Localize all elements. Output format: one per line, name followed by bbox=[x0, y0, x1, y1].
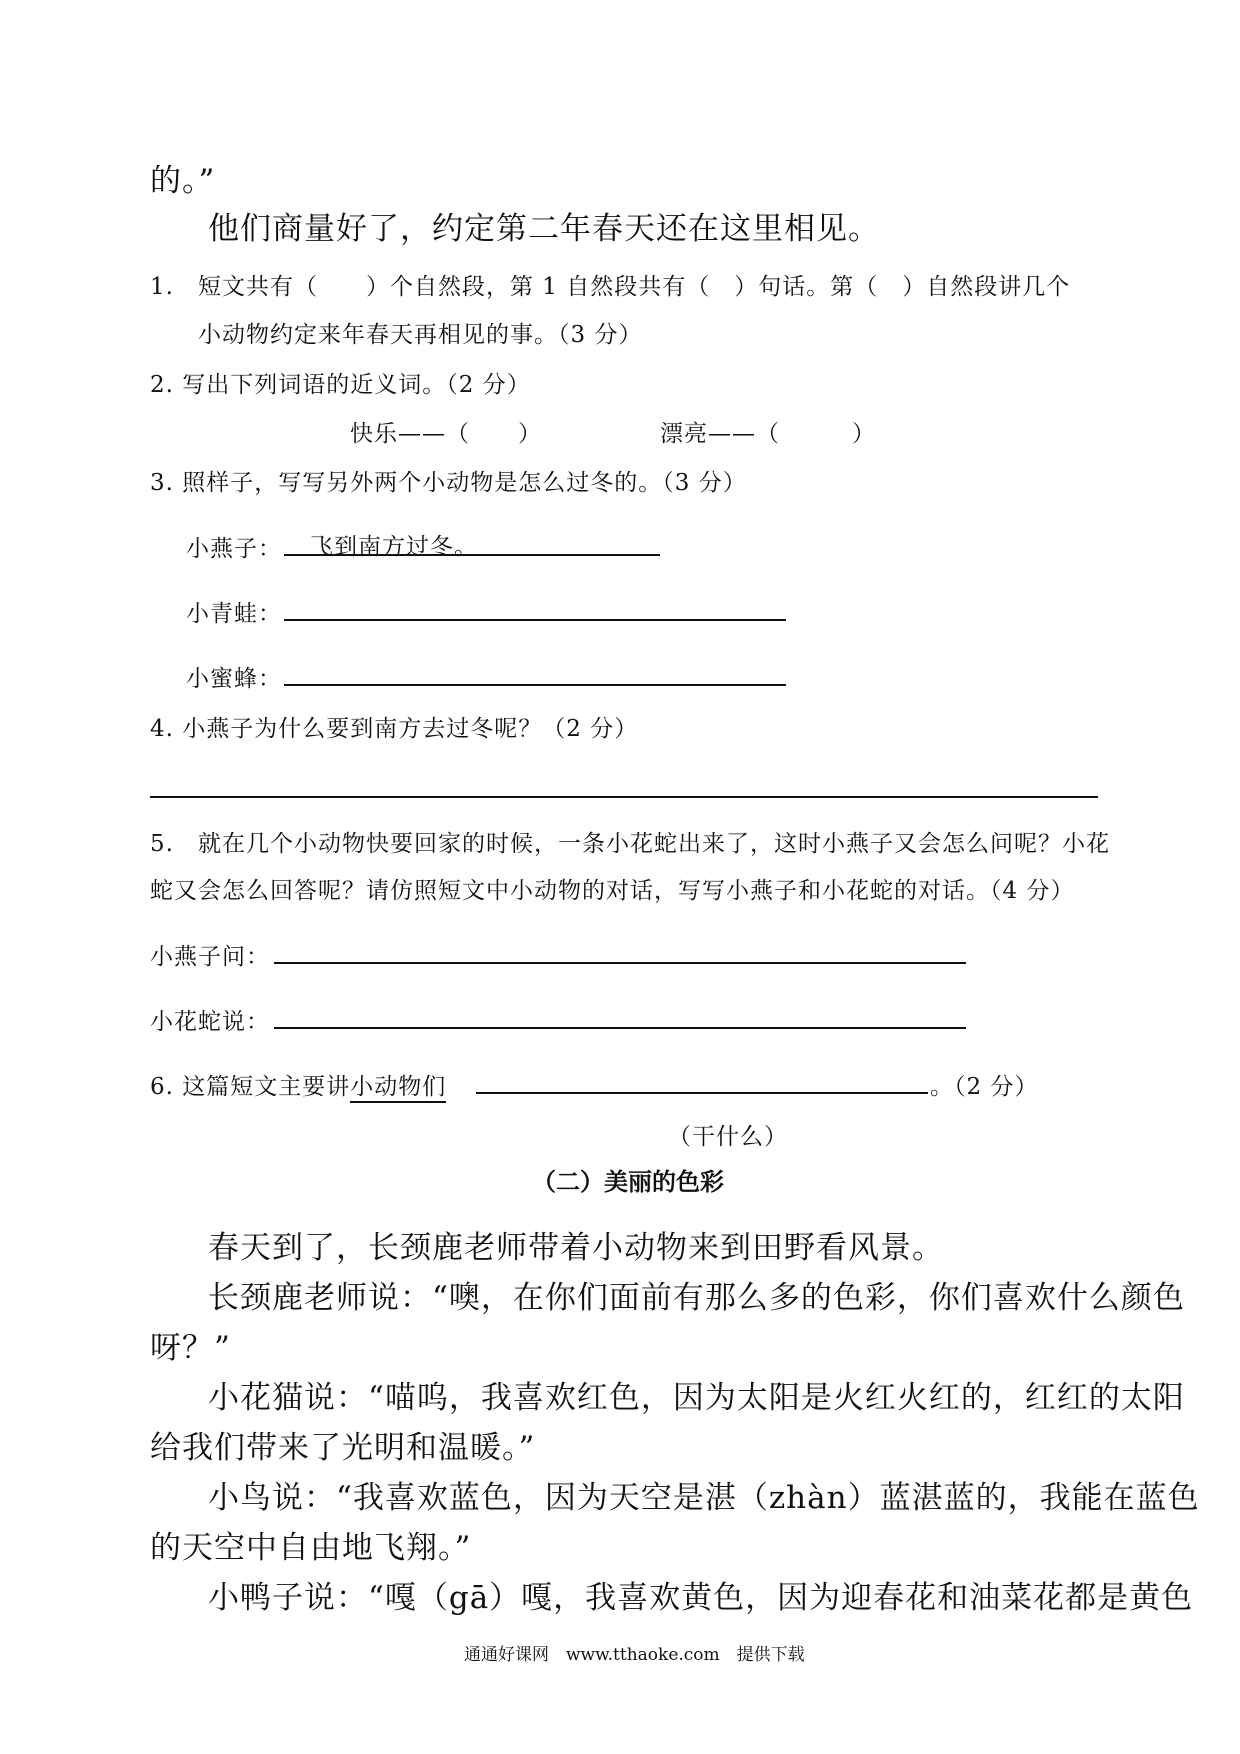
question-2-word-1: 快乐——（ ） bbox=[350, 421, 542, 447]
question-6-suffix: 。（2 分） bbox=[930, 1074, 1039, 1100]
question-3-example-label: 小燕子： bbox=[186, 536, 282, 562]
section-2-paragraph-1: 春天到了，长颈鹿老师带着小动物来到田野看风景。 bbox=[208, 1230, 944, 1266]
question-6-prefix: 6. 这篇短文主要讲 bbox=[150, 1074, 351, 1100]
question-3-label-bee: 小蜜蜂： bbox=[186, 666, 282, 692]
section-2-paragraph-2-line2: 呀？” bbox=[150, 1330, 231, 1366]
question-5-answer-line-snake[interactable] bbox=[274, 1027, 966, 1029]
question-5-line2: 蛇又会怎么回答呢？请仿照短文中小动物的对话，写写小燕子和小花蛇的对话。（4 分） bbox=[150, 878, 1075, 904]
question-3-label-frog: 小青蛙： bbox=[186, 601, 282, 627]
question-5-label-snake: 小花蛇说： bbox=[150, 1009, 270, 1035]
question-6 bbox=[150, 1068, 446, 1101]
question-6-hint: （干什么） bbox=[668, 1124, 788, 1150]
question-2: 2. 写出下列词语的近义词。（2 分） bbox=[150, 372, 531, 398]
question-4-answer-line[interactable] bbox=[150, 796, 1098, 798]
question-1-line2: 小动物约定来年春天再相见的事。（3 分） bbox=[198, 322, 643, 348]
question-3-answer-line-bee[interactable] bbox=[284, 684, 786, 686]
section-2-title: （二）美丽的色彩 bbox=[532, 1168, 724, 1196]
section-2-paragraph-4-line2: 的天空中自由地飞翔。” bbox=[150, 1530, 472, 1566]
question-6-answer-line[interactable] bbox=[476, 1092, 928, 1094]
question-3-answer-line-frog[interactable] bbox=[284, 619, 786, 621]
question-3-example-answer-line bbox=[284, 554, 660, 556]
question-4: 4. 小燕子为什么要到南方去过冬呢？（2 分） bbox=[150, 716, 639, 742]
section-2-paragraph-3-line1: 小花猫说：“喵呜，我喜欢红色，因为太阳是火红火红的，红红的太阳 bbox=[208, 1380, 1185, 1416]
question-1-line1: 1. 短文共有（ ）个自然段，第 1 自然段共有（ ）句话。第（ ）自然段讲几个 bbox=[150, 274, 1071, 300]
question-6-underlined-subject: 小动物们 bbox=[350, 1074, 446, 1103]
question-5-label-swallow: 小燕子问： bbox=[150, 944, 270, 970]
question-3: 3. 照样子，写写另外两个小动物是怎么过冬的。（3 分） bbox=[150, 470, 747, 496]
passage-end-line1: 的。” bbox=[150, 163, 216, 199]
section-2-paragraph-3-line2: 给我们带来了光明和温暖。” bbox=[150, 1430, 536, 1466]
question-5-line1: 5. 就在几个小动物快要回家的时候，一条小花蛇出来了，这时小燕子又会怎么问呢？小花 bbox=[150, 831, 1110, 857]
question-2-word-2: 漂亮——（ ） bbox=[660, 421, 876, 447]
passage-end-line2: 他们商量好了，约定第二年春天还在这里相见。 bbox=[208, 211, 880, 247]
section-2-paragraph-2-line1: 长颈鹿老师说：“噢，在你们面前有那么多的色彩，你们喜欢什么颜色 bbox=[208, 1280, 1185, 1316]
section-2-paragraph-5-line1: 小鸭子说：“嘎（gā）嘎，我喜欢黄色，因为迎春花和油菜花都是黄色 bbox=[208, 1580, 1194, 1616]
section-2-paragraph-4-line1: 小鸟说：“我喜欢蓝色，因为天空是湛（zhàn）蓝湛蓝的，我能在蓝色 bbox=[208, 1480, 1200, 1516]
question-3-example-answer: 飞到南方过冬。 bbox=[310, 534, 478, 560]
question-5-answer-line-swallow[interactable] bbox=[274, 962, 966, 964]
page-footer: 通通好课网 www.tthaoke.com 提供下载 bbox=[464, 1645, 805, 1665]
